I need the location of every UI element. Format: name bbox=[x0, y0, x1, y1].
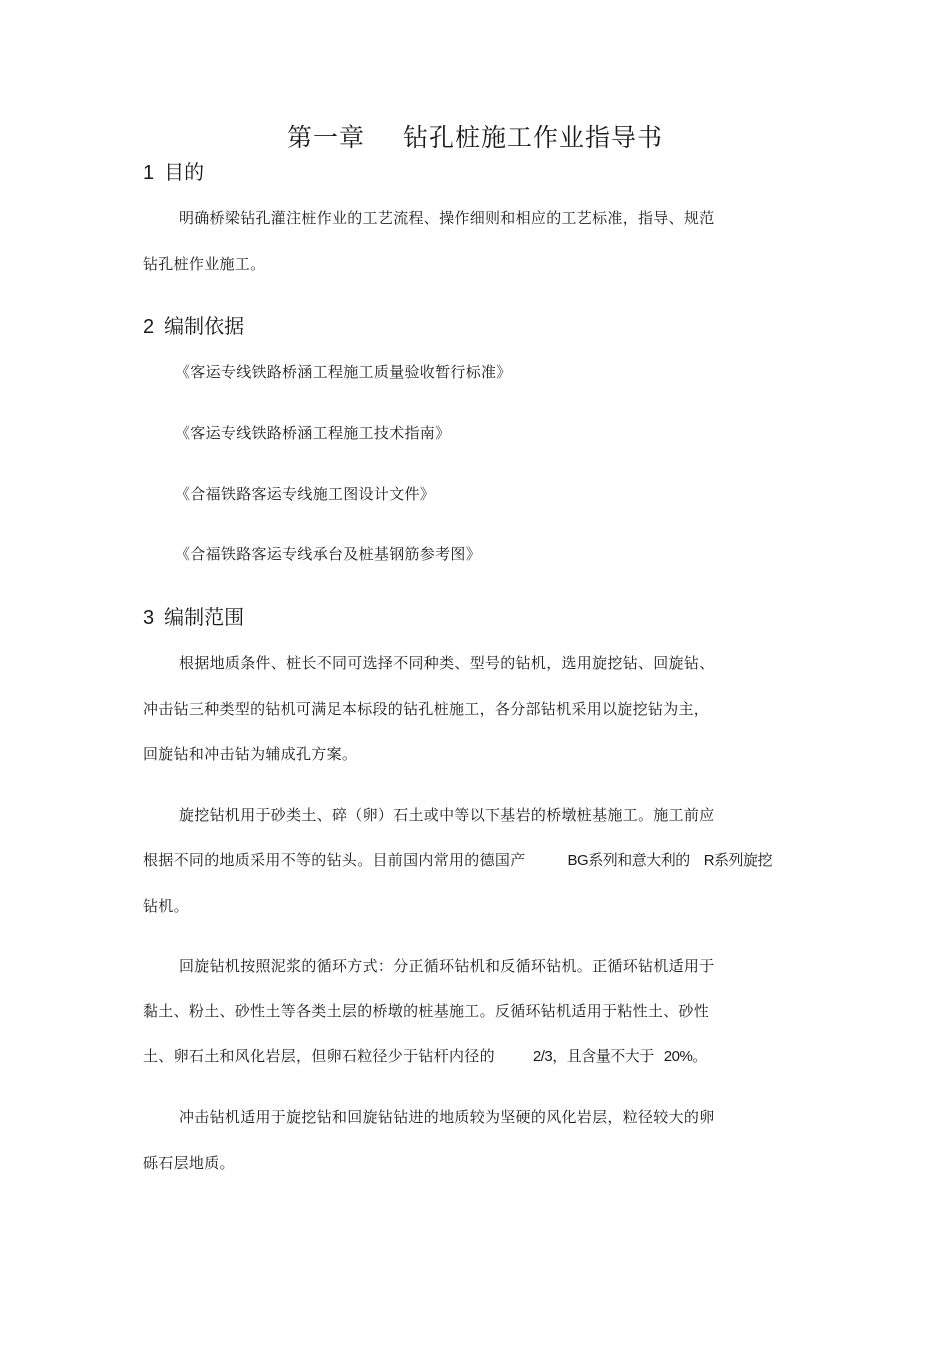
chapter-name: 钻孔桩施工作业指导书 bbox=[403, 123, 664, 152]
paragraph-line: 回旋钻和冲击钻为辅成孔方案。 bbox=[143, 745, 358, 763]
paragraph-line: 根据不同的地质采用不等的钻头。目前国内常用的德国产 BG系列和意大利的 R系列旋挖 bbox=[143, 851, 773, 869]
paragraph-line: 钻机。 bbox=[143, 897, 189, 915]
paragraph-line: 土、卵石土和风化岩层，但卵石粒径少于钻杆内径的 2/3，且含量不大于 20%。 bbox=[143, 1047, 707, 1065]
section-heading-2: 2 编制依据 bbox=[143, 314, 245, 338]
section-heading-1: 1 目的 bbox=[143, 160, 205, 184]
section-heading-3: 3 编制范围 bbox=[143, 605, 245, 629]
paragraph-line: 冲击钻机适用于旋挖钻和回旋钻钻进的地质较为坚硬的风化岩层，粒径较大的卵 bbox=[179, 1108, 715, 1126]
chapter-title bbox=[0, 118, 950, 154]
paragraph-line: 钻孔桩作业施工。 bbox=[143, 255, 266, 273]
reference-item: 《客运专线铁路桥涵工程施工质量验收暂行标准》 bbox=[175, 363, 512, 381]
paragraph-line: 根据地质条件、桩长不同可选择不同种类、型号的钻机，选用旋挖钻、回旋钻、 bbox=[179, 654, 715, 672]
reference-item: 《客运专线铁路桥涵工程施工技术指南》 bbox=[175, 424, 451, 442]
paragraph-line: 砾石层地质。 bbox=[143, 1154, 235, 1172]
paragraph-line: 明确桥梁钻孔灌注桩作业的工艺流程、操作细则和相应的工艺标准，指导、规范 bbox=[179, 209, 715, 227]
reference-item: 《合福铁路客运专线承台及桩基钢筋参考图》 bbox=[175, 545, 482, 563]
reference-item: 《合福铁路客运专线施工图设计文件》 bbox=[175, 485, 436, 503]
paragraph-line: 黏土、粉土、砂性土等各类土层的桥墩的桩基施工。反循环钻机适用于粘性土、砂性 bbox=[143, 1002, 710, 1020]
paragraph-line: 旋挖钻机用于砂类土、碎（卵）石土或中等以下基岩的桥墩桩基施工。施工前应 bbox=[179, 806, 715, 824]
paragraph-line: 回旋钻机按照泥浆的循环方式：分正循环钻机和反循环钻机。正循环钻机适用于 bbox=[179, 957, 715, 975]
paragraph-line: 冲击钻三种类型的钻机可满足本标段的钻孔桩施工，各分部钻机采用以旋挖钻为主， bbox=[143, 700, 710, 718]
chapter-number: 第一章 bbox=[286, 123, 365, 152]
